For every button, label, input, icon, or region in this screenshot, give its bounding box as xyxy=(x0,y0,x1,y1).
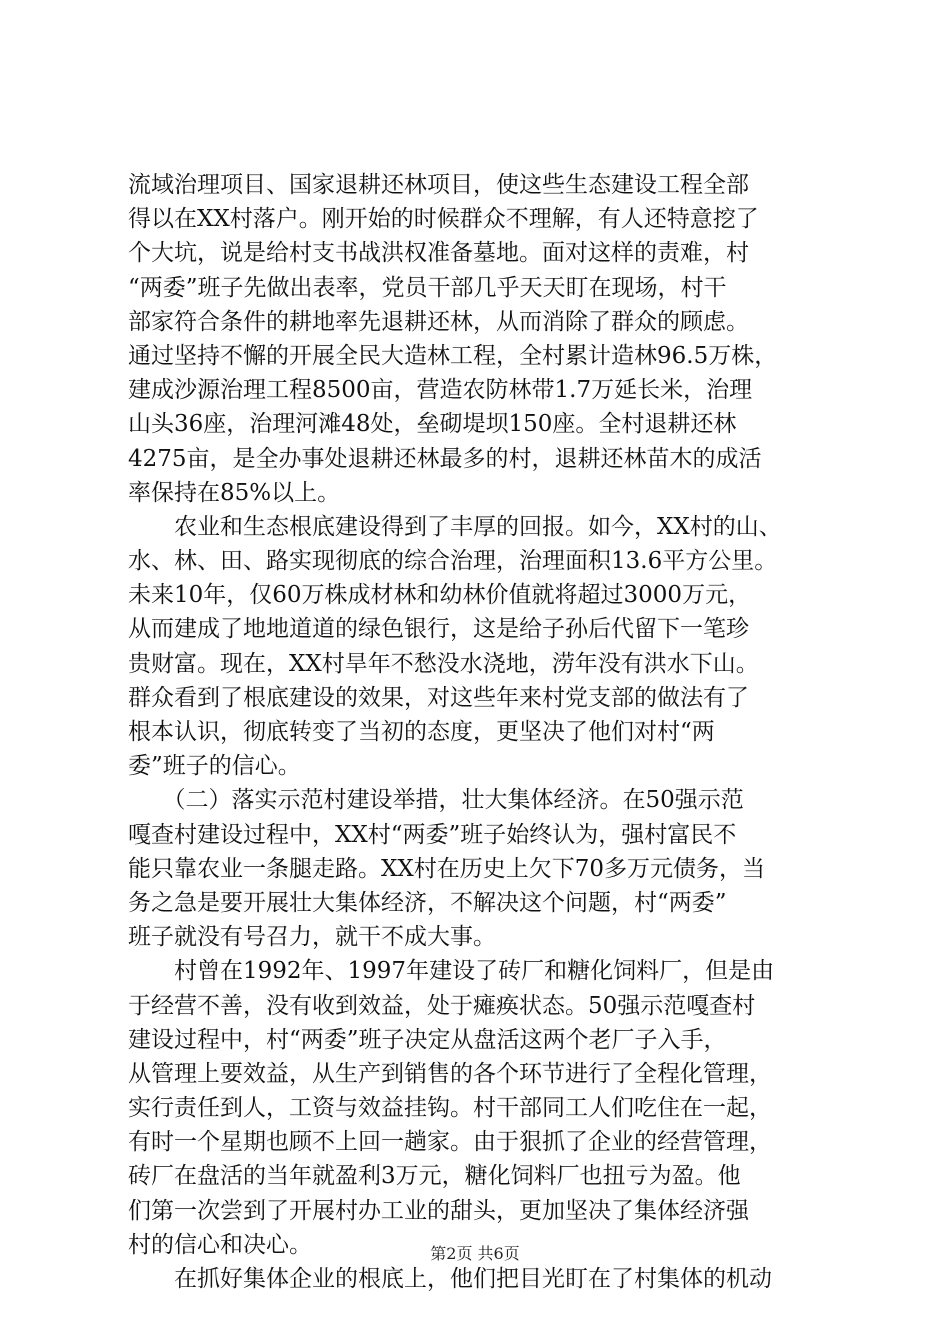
text-line: 部家符合条件的耕地率先退耕还林，从而消除了群众的顾虑。 xyxy=(128,308,749,335)
text-line: 从管理上要效益，从生产到销售的各个环节进行了全程化管理， xyxy=(128,1060,772,1087)
text-line: 群众看到了根底建设的效果，对这些年来村党支部的做法有了 xyxy=(128,684,749,711)
text-line: 们第一次尝到了开展村办工业的甜头，更加坚决了集体经济强 xyxy=(128,1197,749,1224)
text-line: 村曾在1992年、1997年建设了砖厂和糖化饲料厂，但是由 xyxy=(128,958,775,985)
page-footer: 第2页 共6页 xyxy=(430,1244,520,1263)
text-line: 从而建成了地地道道的绿色银行，这是给子孙后代留下一笔珍 xyxy=(128,616,749,643)
text-line: 村的信心和决心。 xyxy=(128,1231,312,1258)
text-line: 未来10年，仅60万株成材林和幼林价值就将超过3000万元， xyxy=(128,582,752,609)
text-line: 建设过程中，村“两委”班子决定从盘活这两个老厂子入手， xyxy=(128,1026,727,1053)
text-line: 通过坚持不懈的开展全民大造林工程，全村累计造林96.5万株， xyxy=(128,342,778,369)
text-line: 务之急是要开展壮大集体经济，不解决这个问题，村“两委” xyxy=(128,889,727,916)
text-line: 有时一个星期也顾不上回一趟家。由于狠抓了企业的经营管理， xyxy=(128,1129,772,1156)
text-line: 流域治理项目、国家退耕还林项目，使这些生态建设工程全部 xyxy=(128,172,749,198)
text-line: 4275亩，是全办事处退耕还林最多的村，退耕还林苗木的成活 xyxy=(128,445,762,472)
text-line: 根本认识，彻底转变了当初的态度，更坚决了他们对村“两 xyxy=(128,719,715,745)
text-line: 砖厂在盘活的当年就盈利3万元，糖化饲料厂也扭亏为盈。他 xyxy=(128,1163,741,1190)
document-body xyxy=(128,168,840,1296)
text-line: “两委”班子先做出表率，党员干部几乎天天盯在现场，村干 xyxy=(128,274,727,301)
text-line: 得以在XX村落户。刚开始的时候群众不理解，有人还特意挖了 xyxy=(128,206,759,233)
text-line: 农业和生态根底建设得到了丰厚的回报。如今，XX村的山、 xyxy=(128,513,782,540)
text-line: 委”班子的信心。 xyxy=(128,753,301,780)
text-line: 贵财富。现在，XX村旱年不愁没水浇地，涝年没有洪水下山。 xyxy=(128,650,759,677)
text-line: 于经营不善，没有收到效益，处于瘫痪状态。50强示范嘎查村 xyxy=(128,992,756,1019)
text-line: 嘎查村建设过程中，XX村“两委”班子始终认为，强村富民不 xyxy=(128,821,737,848)
text-line: 能只靠农业一条腿走路。XX村在历史上欠下70多万元债务，当 xyxy=(128,855,766,882)
text-line: 班子就没有号召力，就干不成大事。 xyxy=(128,924,496,951)
text-line: 个大坑，说是给村支书战洪权准备墓地。面对这样的责难，村 xyxy=(128,240,749,267)
text-line: 率保持在85%以上。 xyxy=(128,479,341,506)
text-line: 山头36座，治理河滩48处，垒砌堤坝150座。全村退耕还林 xyxy=(128,411,737,438)
text-line: 在抓好集体企业的根底上，他们把目光盯在了村集体的机动 xyxy=(128,1266,772,1292)
text-line: 建成沙源治理工程8500亩，营造农防林带1.7万延长米，治理 xyxy=(128,377,753,404)
text-line: 水、林、田、路实现彻底的综合治理，治理面积13.6平方公里。 xyxy=(128,548,778,575)
text-line: （二）落实示范村建设举措，壮大集体经济。在50强示范 xyxy=(128,787,744,814)
text-line: 实行责任到人，工资与效益挂钩。村干部同工人们吃住在一起， xyxy=(128,1095,772,1122)
